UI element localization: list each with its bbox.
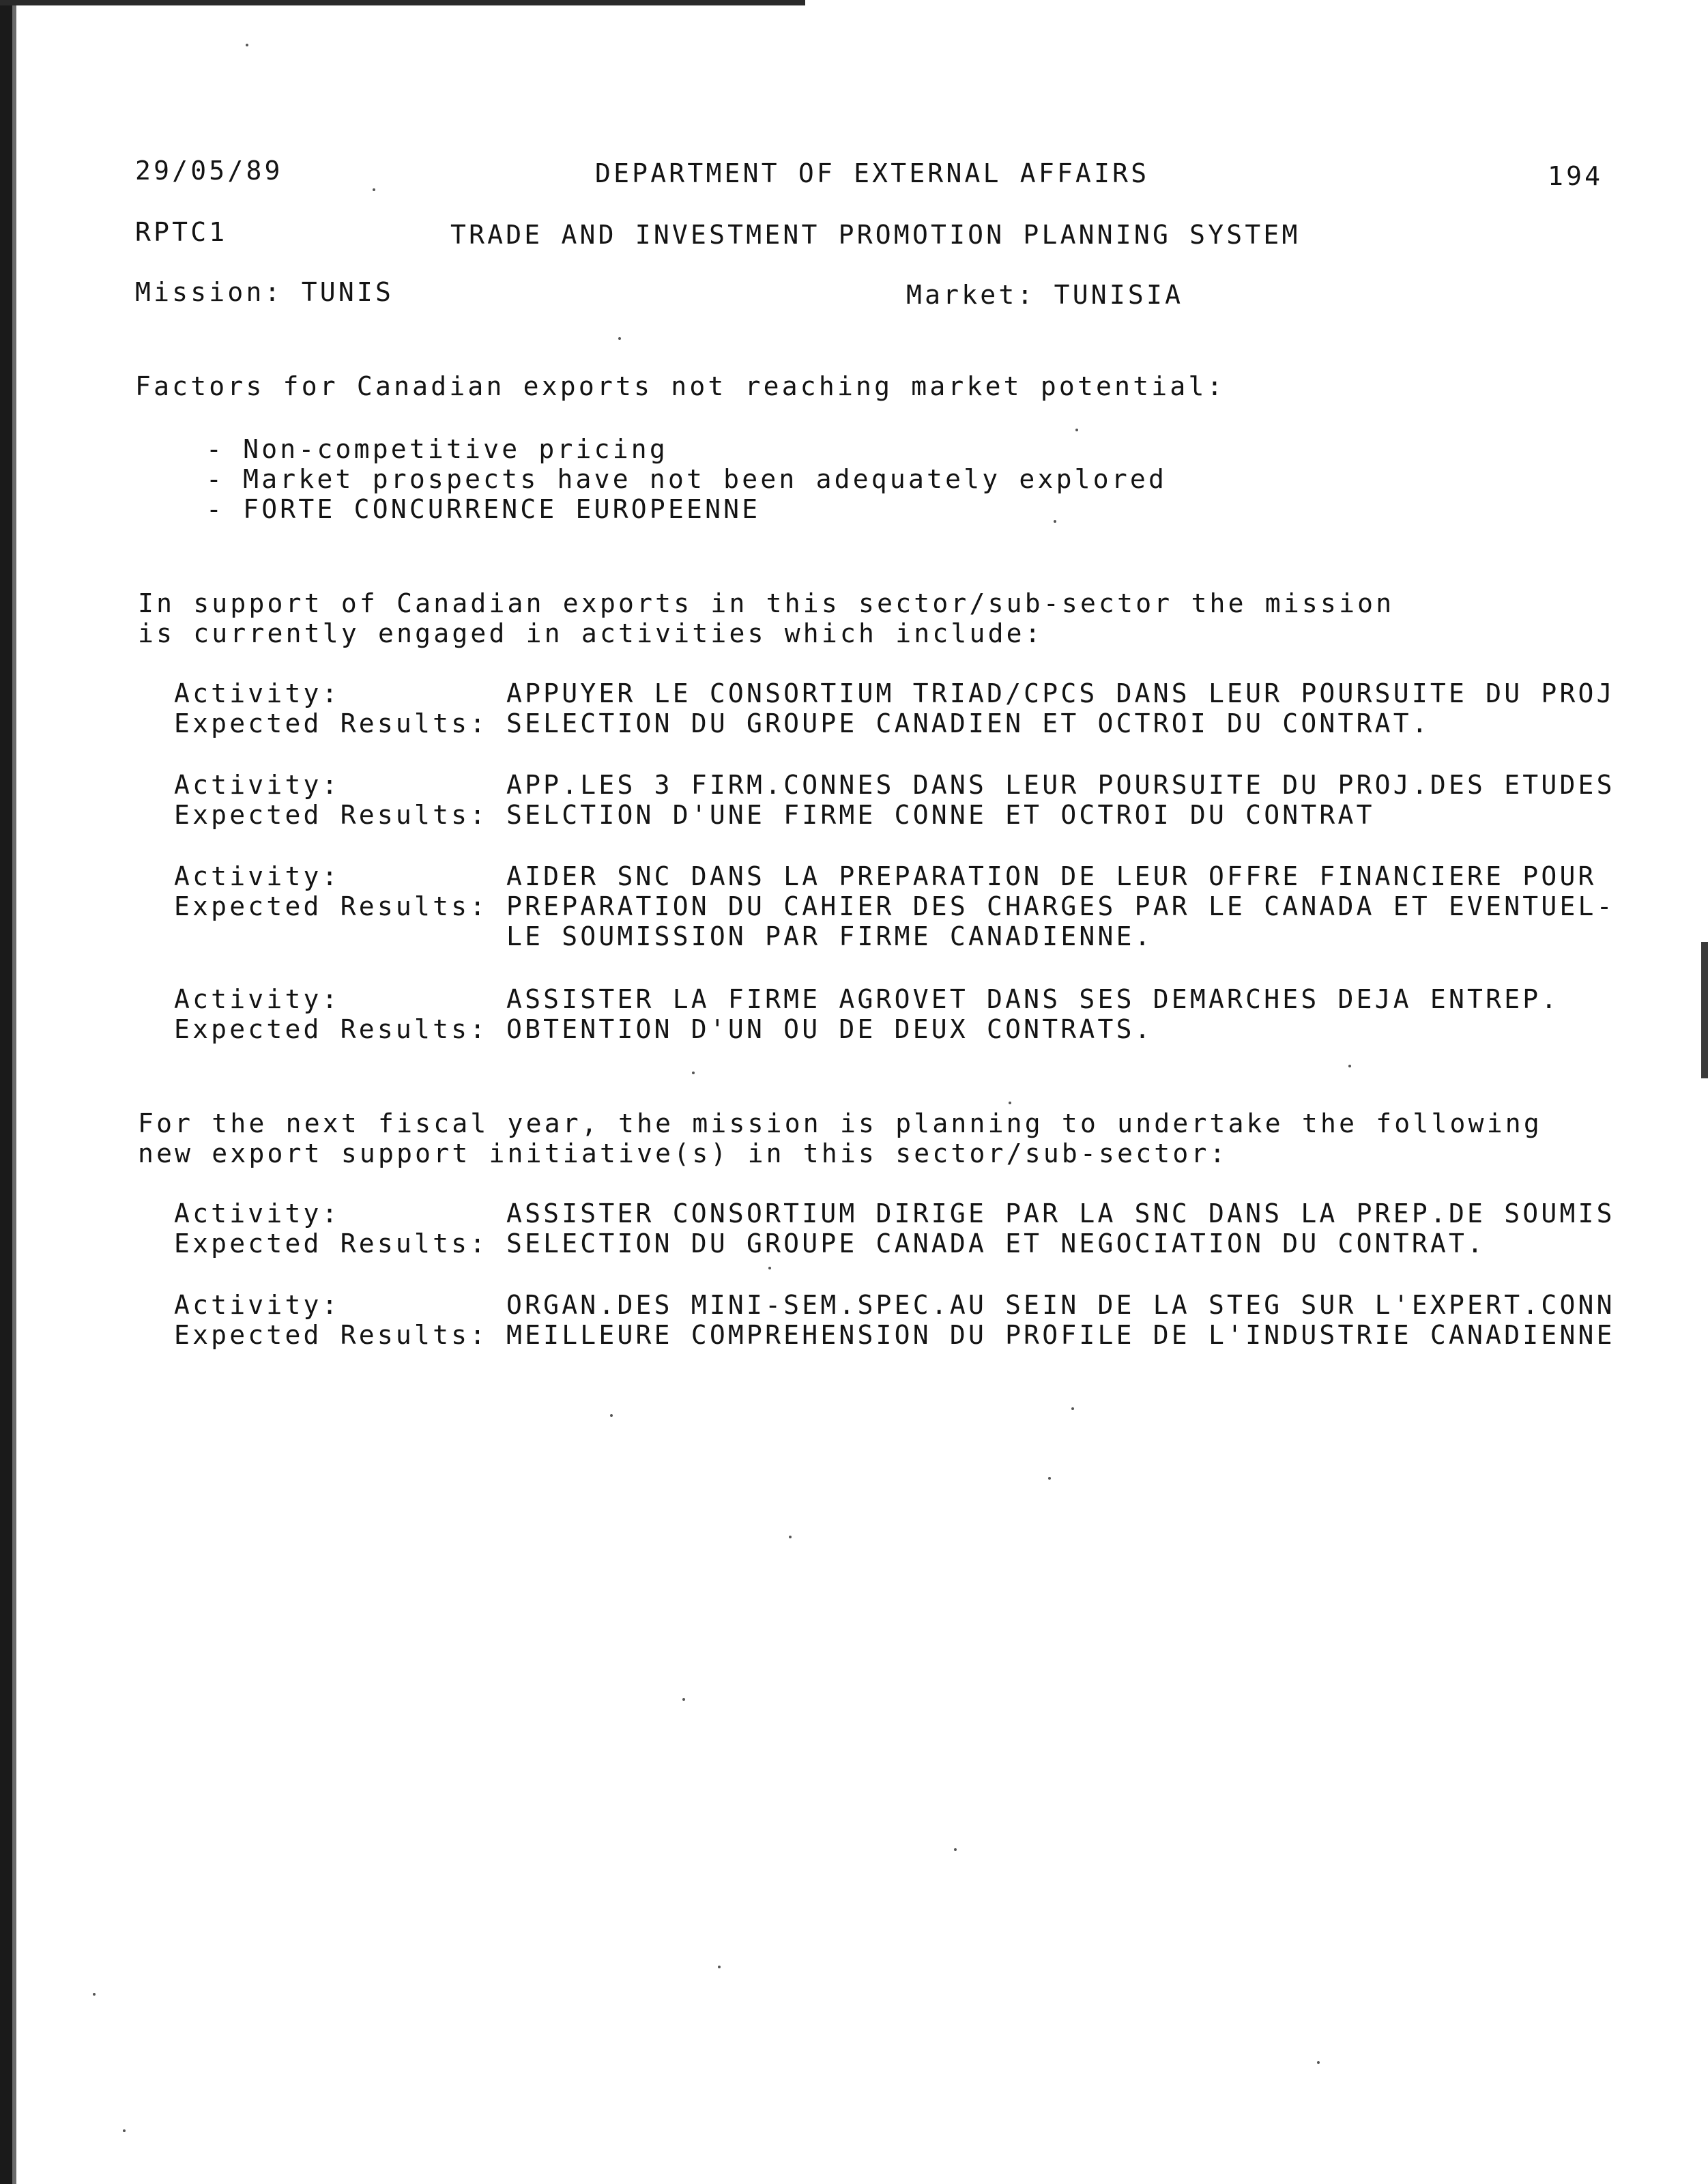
scan-speck: [718, 1966, 721, 1968]
mission-label: Mission: TUNIS: [135, 277, 394, 307]
scan-speck: [682, 1698, 685, 1701]
factor-item: - FORTE CONCURRENCE EUROPEENNE: [206, 494, 761, 524]
market-label: Market: TUNISIA: [906, 280, 1184, 310]
next-year-intro-line1: For the next fiscal year, the mission is planning to undertake the following: [138, 1108, 1542, 1138]
results-text: MEILLEURE COMPREHENSION DU PROFILE DE L'INDUSTRIE CANADIENNE: [506, 1320, 1615, 1350]
activity-label: Activity:: [174, 861, 341, 891]
factor-item: - Non-competitive pricing: [206, 434, 668, 464]
scan-speck: [618, 337, 621, 340]
scan-speck: [1075, 429, 1078, 431]
scan-speck: [610, 1414, 613, 1417]
scan-speck: [1054, 520, 1056, 523]
scan-speck: [1317, 2061, 1320, 2064]
scan-edge-shadow: [12, 0, 16, 2184]
results-text-continued: LE SOUMISSION PAR FIRME CANADIENNE.: [506, 921, 1153, 951]
scan-speck: [373, 188, 375, 191]
results-label: Expected Results:: [174, 891, 489, 921]
activity-text: APP.LES 3 FIRM.CONNES DANS LEUR POURSUITE DU PROJ.DES ETUDES: [506, 770, 1615, 800]
scan-speck: [1048, 1477, 1051, 1480]
activity-text: AIDER SNC DANS LA PREPARATION DE LEUR OFFRE FINANCIERE POUR: [506, 861, 1597, 891]
results-label: Expected Results:: [174, 1228, 489, 1259]
results-text: OBTENTION D'UN OU DE DEUX CONTRATS.: [506, 1014, 1153, 1044]
department-title: DEPARTMENT OF EXTERNAL AFFAIRS: [595, 158, 1150, 188]
results-text: PREPARATION DU CAHIER DES CHARGES PAR LE CANADA ET EVENTUEL-: [506, 891, 1615, 921]
results-text: SELECTION DU GROUPE CANADIEN ET OCTROI DU CONTRAT.: [506, 708, 1430, 738]
activity-text: ASSISTER LA FIRME AGROVET DANS SES DEMARCHES DEJA ENTREP.: [506, 984, 1560, 1014]
scan-speck: [1348, 1065, 1351, 1067]
scan-speck: [789, 1536, 792, 1538]
scan-edge-right: [1701, 942, 1708, 1078]
scan-speck: [954, 1848, 957, 1851]
activity-text: ASSISTER CONSORTIUM DIRIGE PAR LA SNC DANS LA PREP.DE SOUMIS: [506, 1198, 1615, 1228]
activity-label: Activity:: [174, 984, 341, 1014]
system-title: TRADE AND INVESTMENT PROMOTION PLANNING SYSTEM: [450, 220, 1301, 250]
results-label: Expected Results:: [174, 1014, 489, 1044]
activity-label: Activity:: [174, 1198, 341, 1228]
factor-item: - Market prospects have not been adequately explored: [206, 464, 1168, 494]
report-code: RPTC1: [135, 217, 228, 247]
scan-edge-left: [0, 0, 12, 2184]
activity-label: Activity:: [174, 770, 341, 800]
results-label: Expected Results:: [174, 1320, 489, 1350]
scan-speck: [768, 1267, 771, 1269]
activity-text: APPUYER LE CONSORTIUM TRIAD/CPCS DANS LEUR POURSUITE DU PROJ: [506, 678, 1615, 708]
page-number: 194: [1548, 161, 1604, 191]
scan-speck: [93, 1993, 96, 1996]
current-intro-line2: is currently engaged in activities which include:: [138, 618, 1043, 648]
activity-label: Activity:: [174, 678, 341, 708]
scan-speck: [692, 1072, 695, 1074]
report-date: 29/05/89: [135, 156, 283, 186]
next-year-intro-line2: new export support initiative(s) in this sector/sub-sector:: [138, 1138, 1228, 1168]
scan-speck: [1009, 1102, 1011, 1104]
results-label: Expected Results:: [174, 708, 489, 738]
scan-speck: [246, 44, 248, 46]
factors-heading: Factors for Canadian exports not reaching market potential:: [135, 371, 1226, 401]
results-text: SELCTION D'UNE FIRME CONNE ET OCTROI DU CONTRAT: [506, 800, 1375, 830]
results-text: SELECTION DU GROUPE CANADA ET NEGOCIATION DU CONTRAT.: [506, 1228, 1486, 1259]
scan-speck: [1071, 1407, 1074, 1410]
current-intro-line1: In support of Canadian exports in this sector/sub-sector the mission: [138, 588, 1395, 618]
activity-text: ORGAN.DES MINI-SEM.SPEC.AU SEIN DE LA STEG SUR L'EXPERT.CONN: [506, 1290, 1615, 1320]
results-label: Expected Results:: [174, 800, 489, 830]
activity-label: Activity:: [174, 1290, 341, 1320]
scan-edge-top: [0, 0, 805, 5]
scan-speck: [123, 2129, 126, 2132]
